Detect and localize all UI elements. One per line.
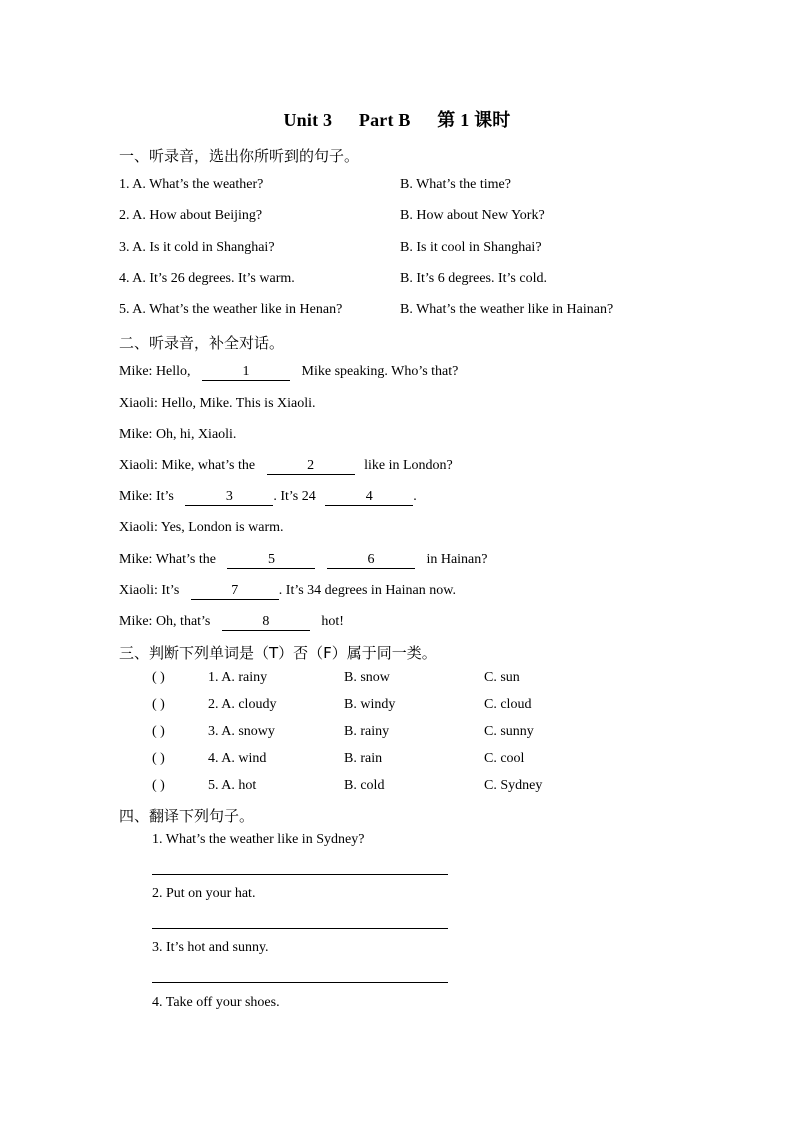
dialog-text: Mike: It’s [119, 489, 174, 504]
dialog-line-5 [119, 489, 417, 506]
answer-paren-2[interactable]: ( ) [152, 697, 165, 712]
dialog-line-2: Xiaoli: Hello, Mike. This is Xiaoli. [119, 396, 316, 411]
dialog-line-4 [119, 458, 453, 475]
blank-6[interactable]: 6 [327, 553, 415, 569]
answer-paren-1[interactable]: ( ) [152, 670, 165, 685]
s3-item4-b: B. rain [344, 751, 383, 766]
dialog-text: . It’s 24 [273, 489, 316, 504]
s1-item2-b: B. How about New York? [400, 208, 545, 223]
s1-item4-b: B. It’s 6 degrees. It’s cold. [400, 271, 547, 286]
answer-line-2[interactable] [152, 928, 448, 929]
dialog-line-1 [119, 364, 458, 381]
dialog-text: Mike speaking. Who’s that? [301, 364, 459, 379]
answer-paren-3[interactable]: ( ) [152, 724, 165, 739]
s3-item2-a: 2. A. cloudy [208, 697, 277, 712]
s1-item1-a: 1. A. What’s the weather? [119, 177, 264, 192]
blank-7[interactable]: 7 [191, 584, 279, 600]
dialog-text: Mike: What’s the [119, 552, 216, 567]
blank-1[interactable]: 1 [202, 365, 290, 381]
dialog-line-7 [119, 552, 487, 569]
s3-item1-a: 1. A. rainy [208, 670, 268, 685]
s1-item4-a: 4. A. It’s 26 degrees. It’s warm. [119, 271, 295, 286]
s1-item5-b: B. What’s the weather like in Hainan? [400, 302, 614, 317]
dialog-text: Xiaoli: Mike, what’s the [119, 458, 256, 473]
s1-item3-a: 3. A. Is it cold in Shanghai? [119, 240, 275, 255]
blank-5[interactable]: 5 [227, 553, 315, 569]
blank-2[interactable]: 2 [267, 459, 355, 475]
dialog-text: Xiaoli: It’s [119, 583, 180, 598]
dialog-text: hot! [321, 614, 344, 629]
s3-item5-a: 5. A. hot [208, 778, 257, 793]
s4-sentence-2: 2. Put on your hat. [152, 886, 256, 901]
dialog-line-8 [119, 583, 456, 600]
s3-item2-b: B. windy [344, 697, 396, 712]
dialog-text: . It’s 34 degrees in Hainan now. [278, 583, 456, 598]
blank-3[interactable]: 3 [185, 490, 273, 506]
title-unit: Unit 3 [283, 110, 333, 130]
s4-sentence-3: 3. It’s hot and sunny. [152, 940, 269, 955]
dialog-text: Mike: Hello, [119, 364, 191, 379]
dialog-text: like in London? [364, 458, 453, 473]
section2-heading: 二、听录音，补全对话。 [119, 334, 285, 352]
s3-item1-b: B. snow [344, 670, 390, 685]
answer-paren-5[interactable]: ( ) [152, 778, 165, 793]
s3-item4-a: 4. A. wind [208, 751, 267, 766]
answer-line-1[interactable] [152, 874, 448, 875]
s3-item4-c: C. cool [484, 751, 525, 766]
title-part: Part B [358, 110, 411, 130]
dialog-line-3: Mike: Oh, hi, Xiaoli. [119, 427, 237, 442]
s3-item3-b: B. rainy [344, 724, 390, 739]
section3-heading: 三、判断下列单词是（T）否（F）属于同一类。 [119, 644, 437, 662]
s1-item2-a: 2. A. How about Beijing? [119, 208, 263, 223]
dialog-line-6: Xiaoli: Yes, London is warm. [119, 520, 284, 535]
s3-item1-c: C. sun [484, 670, 520, 685]
blank-8[interactable]: 8 [222, 615, 310, 631]
s3-item3-a: 3. A. snowy [208, 724, 275, 739]
section4-heading: 四、翻译下列句子。 [119, 807, 255, 825]
s1-item5-a: 5. A. What’s the weather like in Henan? [119, 302, 343, 317]
s4-sentence-4: 4. Take off your shoes. [152, 995, 280, 1010]
answer-line-3[interactable] [152, 982, 448, 983]
s3-item5-c: C. Sydney [484, 778, 543, 793]
dialog-line-9 [119, 614, 344, 631]
s1-item1-b: B. What’s the time? [400, 177, 511, 192]
dialog-text: . [413, 489, 417, 504]
section1-heading: 一、听录音，选出你所听到的句子。 [119, 147, 360, 165]
answer-paren-4[interactable]: ( ) [152, 751, 165, 766]
dialog-text: Mike: Oh, that’s [119, 614, 211, 629]
s1-item3-b: B. Is it cool in Shanghai? [400, 240, 542, 255]
page-title [0, 106, 794, 132]
dialog-text: in Hainan? [426, 552, 488, 567]
s3-item2-c: C. cloud [484, 697, 532, 712]
title-lesson: 第 1 课时 [437, 110, 511, 130]
s3-item3-c: C. sunny [484, 724, 534, 739]
s4-sentence-1: 1. What’s the weather like in Sydney? [152, 832, 365, 847]
blank-4[interactable]: 4 [325, 490, 413, 506]
s3-item5-b: B. cold [344, 778, 385, 793]
